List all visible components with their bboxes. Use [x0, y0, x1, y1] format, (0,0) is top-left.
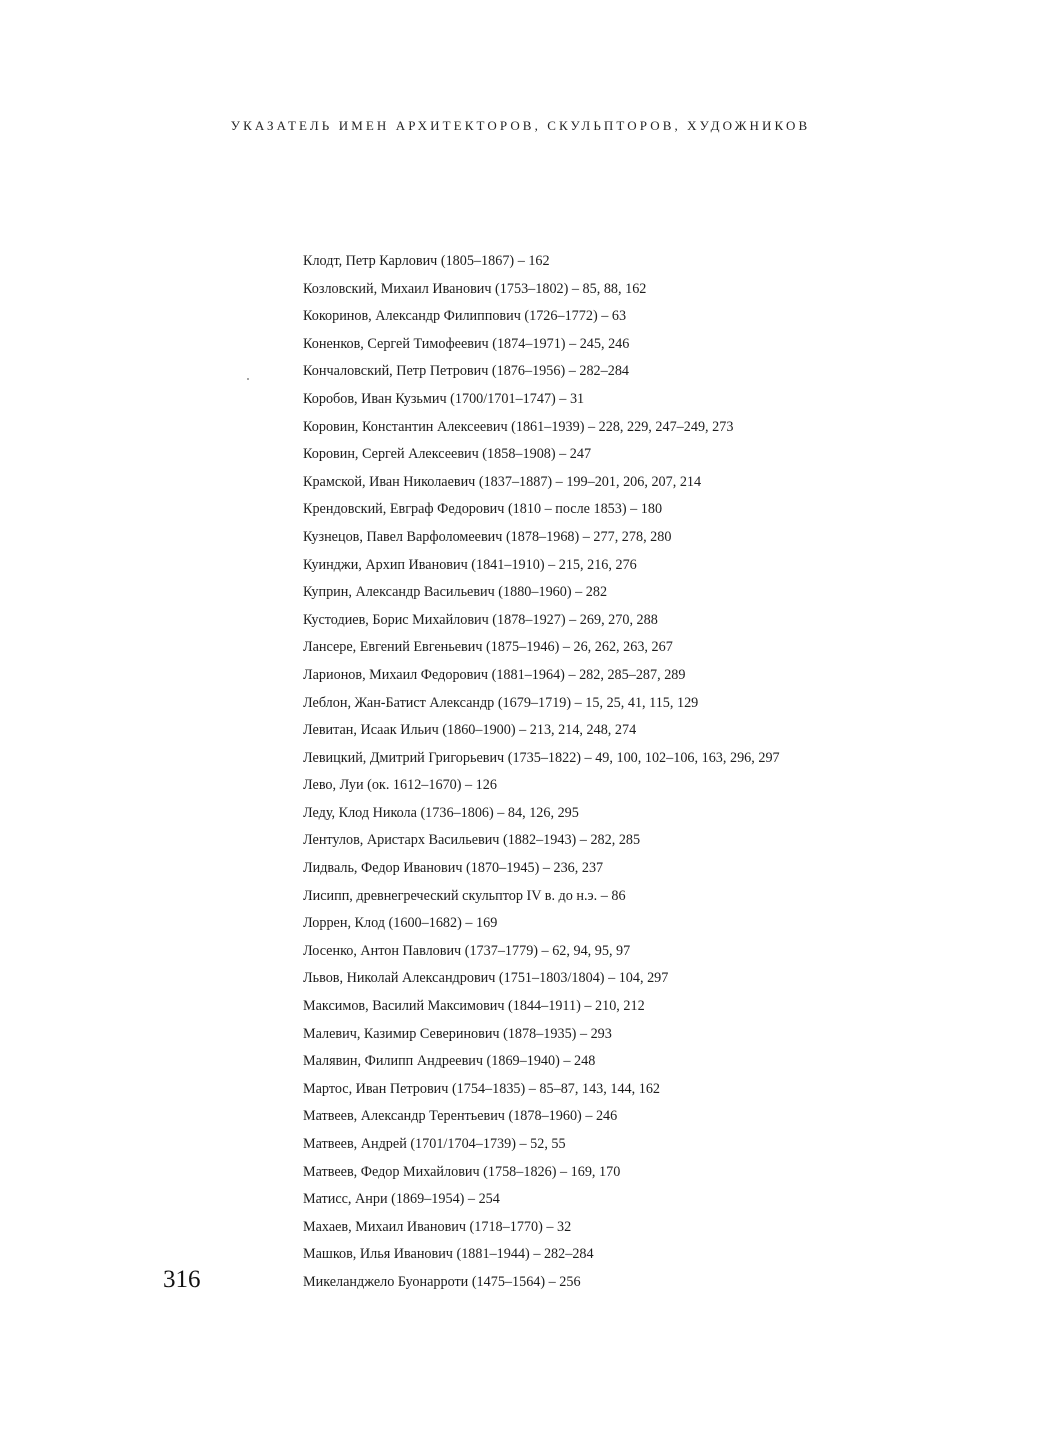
- index-entry: Коробов, Иван Кузьмич (1700/1701–1747) – 31: [303, 390, 585, 407]
- index-entry: Куприн, Александр Васильевич (1880–1960) – 282: [303, 584, 608, 601]
- index-entry: Мартос, Иван Петрович (1754–1835) – 85–87, 143, 144, 162: [303, 1080, 661, 1097]
- index-entry: Крендовский, Евграф Федорович (1810 – после 1853) – 180: [303, 501, 663, 518]
- print-speck: [247, 378, 249, 380]
- index-entry: Лидваль, Федор Иванович (1870–1945) – 236, 237: [303, 860, 604, 877]
- index-entry: Лосенко, Антон Павлович (1737–1779) – 62, 94, 95, 97: [303, 942, 631, 959]
- index-entry: Матвеев, Александр Терентьевич (1878–1960) – 246: [303, 1108, 618, 1125]
- index-entry: Клодт, Петр Карлович (1805–1867) – 162: [303, 253, 550, 269]
- index-entry: Львов, Николай Александрович (1751–1803/1804) – 104, 297: [303, 970, 669, 987]
- index-entry: Леблон, Жан-Батист Александр (1679–1719) – 15, 25, 41, 115, 129: [303, 694, 699, 711]
- index-entry: Махаев, Михаил Иванович (1718–1770) – 32: [303, 1218, 572, 1235]
- index-entry: Кустодиев, Борис Михайлович (1878–1927) – 269, 270, 288: [303, 611, 658, 628]
- index-entry: Леду, Клод Никола (1736–1806) – 84, 126, 295: [303, 804, 579, 821]
- index-entry: Лисипп, древнегреческий скульптор IV в. до н.э. – 86: [303, 887, 626, 904]
- index-entry: Матисс, Анри (1869–1954) – 254: [303, 1191, 500, 1208]
- index-entry: Лоррен, Клод (1600–1682) – 169: [303, 915, 498, 932]
- index-entry: Машков, Илья Иванович (1881–1944) – 282–284: [303, 1246, 594, 1263]
- index-entry: Коненков, Сергей Тимофеевич (1874–1971) – 245, 246: [303, 335, 630, 352]
- index-entry: Куинджи, Архип Иванович (1841–1910) – 215, 216, 276: [303, 556, 637, 573]
- index-entry: Лево, Луи (ок. 1612–1670) – 126: [303, 777, 497, 794]
- running-head: УКАЗАТЕЛЬ ИМЕН АРХИТЕКТОРОВ, СКУЛЬПТОРОВ, ХУДОЖНИКОВ: [230, 118, 811, 133]
- index-entry: Крамской, Иван Николаевич (1837–1887) – 199–201, 206, 207, 214: [303, 473, 702, 490]
- index-entry: Козловский, Михаил Иванович (1753–1802) – 85, 88, 162: [303, 280, 647, 297]
- index-entry: Левицкий, Дмитрий Григорьевич (1735–1822) – 49, 100, 102–106, 163, 296, 297: [303, 749, 780, 766]
- index-entry: Кокоринов, Александр Филиппович (1726–1772) – 63: [303, 308, 627, 325]
- index-entry: Ларионов, Михаил Федорович (1881–1964) – 282, 285–287, 289: [303, 666, 686, 683]
- index-entry: Левитан, Исаак Ильич (1860–1900) – 213, 214, 248, 274: [303, 722, 637, 739]
- index-entry: Малявин, Филипп Андреевич (1869–1940) – 248: [303, 1053, 596, 1070]
- index-entry: Матвеев, Андрей (1701/1704–1739) – 52, 55: [303, 1136, 566, 1152]
- index-entry: Коровин, Константин Алексеевич (1861–1939) – 228, 229, 247–249, 273: [303, 418, 734, 435]
- index-entry: Микеланджело Буонарроти (1475–1564) – 256: [303, 1273, 581, 1290]
- index-entry: Кончаловский, Петр Петрович (1876–1956) – 282–284: [303, 363, 630, 380]
- index-entry: Максимов, Василий Максимович (1844–1911) – 210, 212: [303, 998, 645, 1015]
- index-entry: Матвеев, Федор Михайлович (1758–1826) – 169, 170: [303, 1163, 621, 1180]
- index-entry: Коровин, Сергей Алексеевич (1858–1908) – 247: [303, 446, 592, 463]
- index-entry: Лансере, Евгений Евгеньевич (1875–1946) – 26, 262, 263, 267: [303, 639, 673, 656]
- index-entry: Лентулов, Аристарх Васильевич (1882–1943) – 282, 285: [303, 832, 641, 849]
- name-index-list: [303, 248, 780, 1297]
- page-number: 316: [163, 1266, 201, 1293]
- index-entry: Кузнецов, Павел Варфоломеевич (1878–1968) – 277, 278, 280: [303, 528, 672, 545]
- index-entry: Малевич, Казимир Северинович (1878–1935) – 293: [303, 1025, 612, 1042]
